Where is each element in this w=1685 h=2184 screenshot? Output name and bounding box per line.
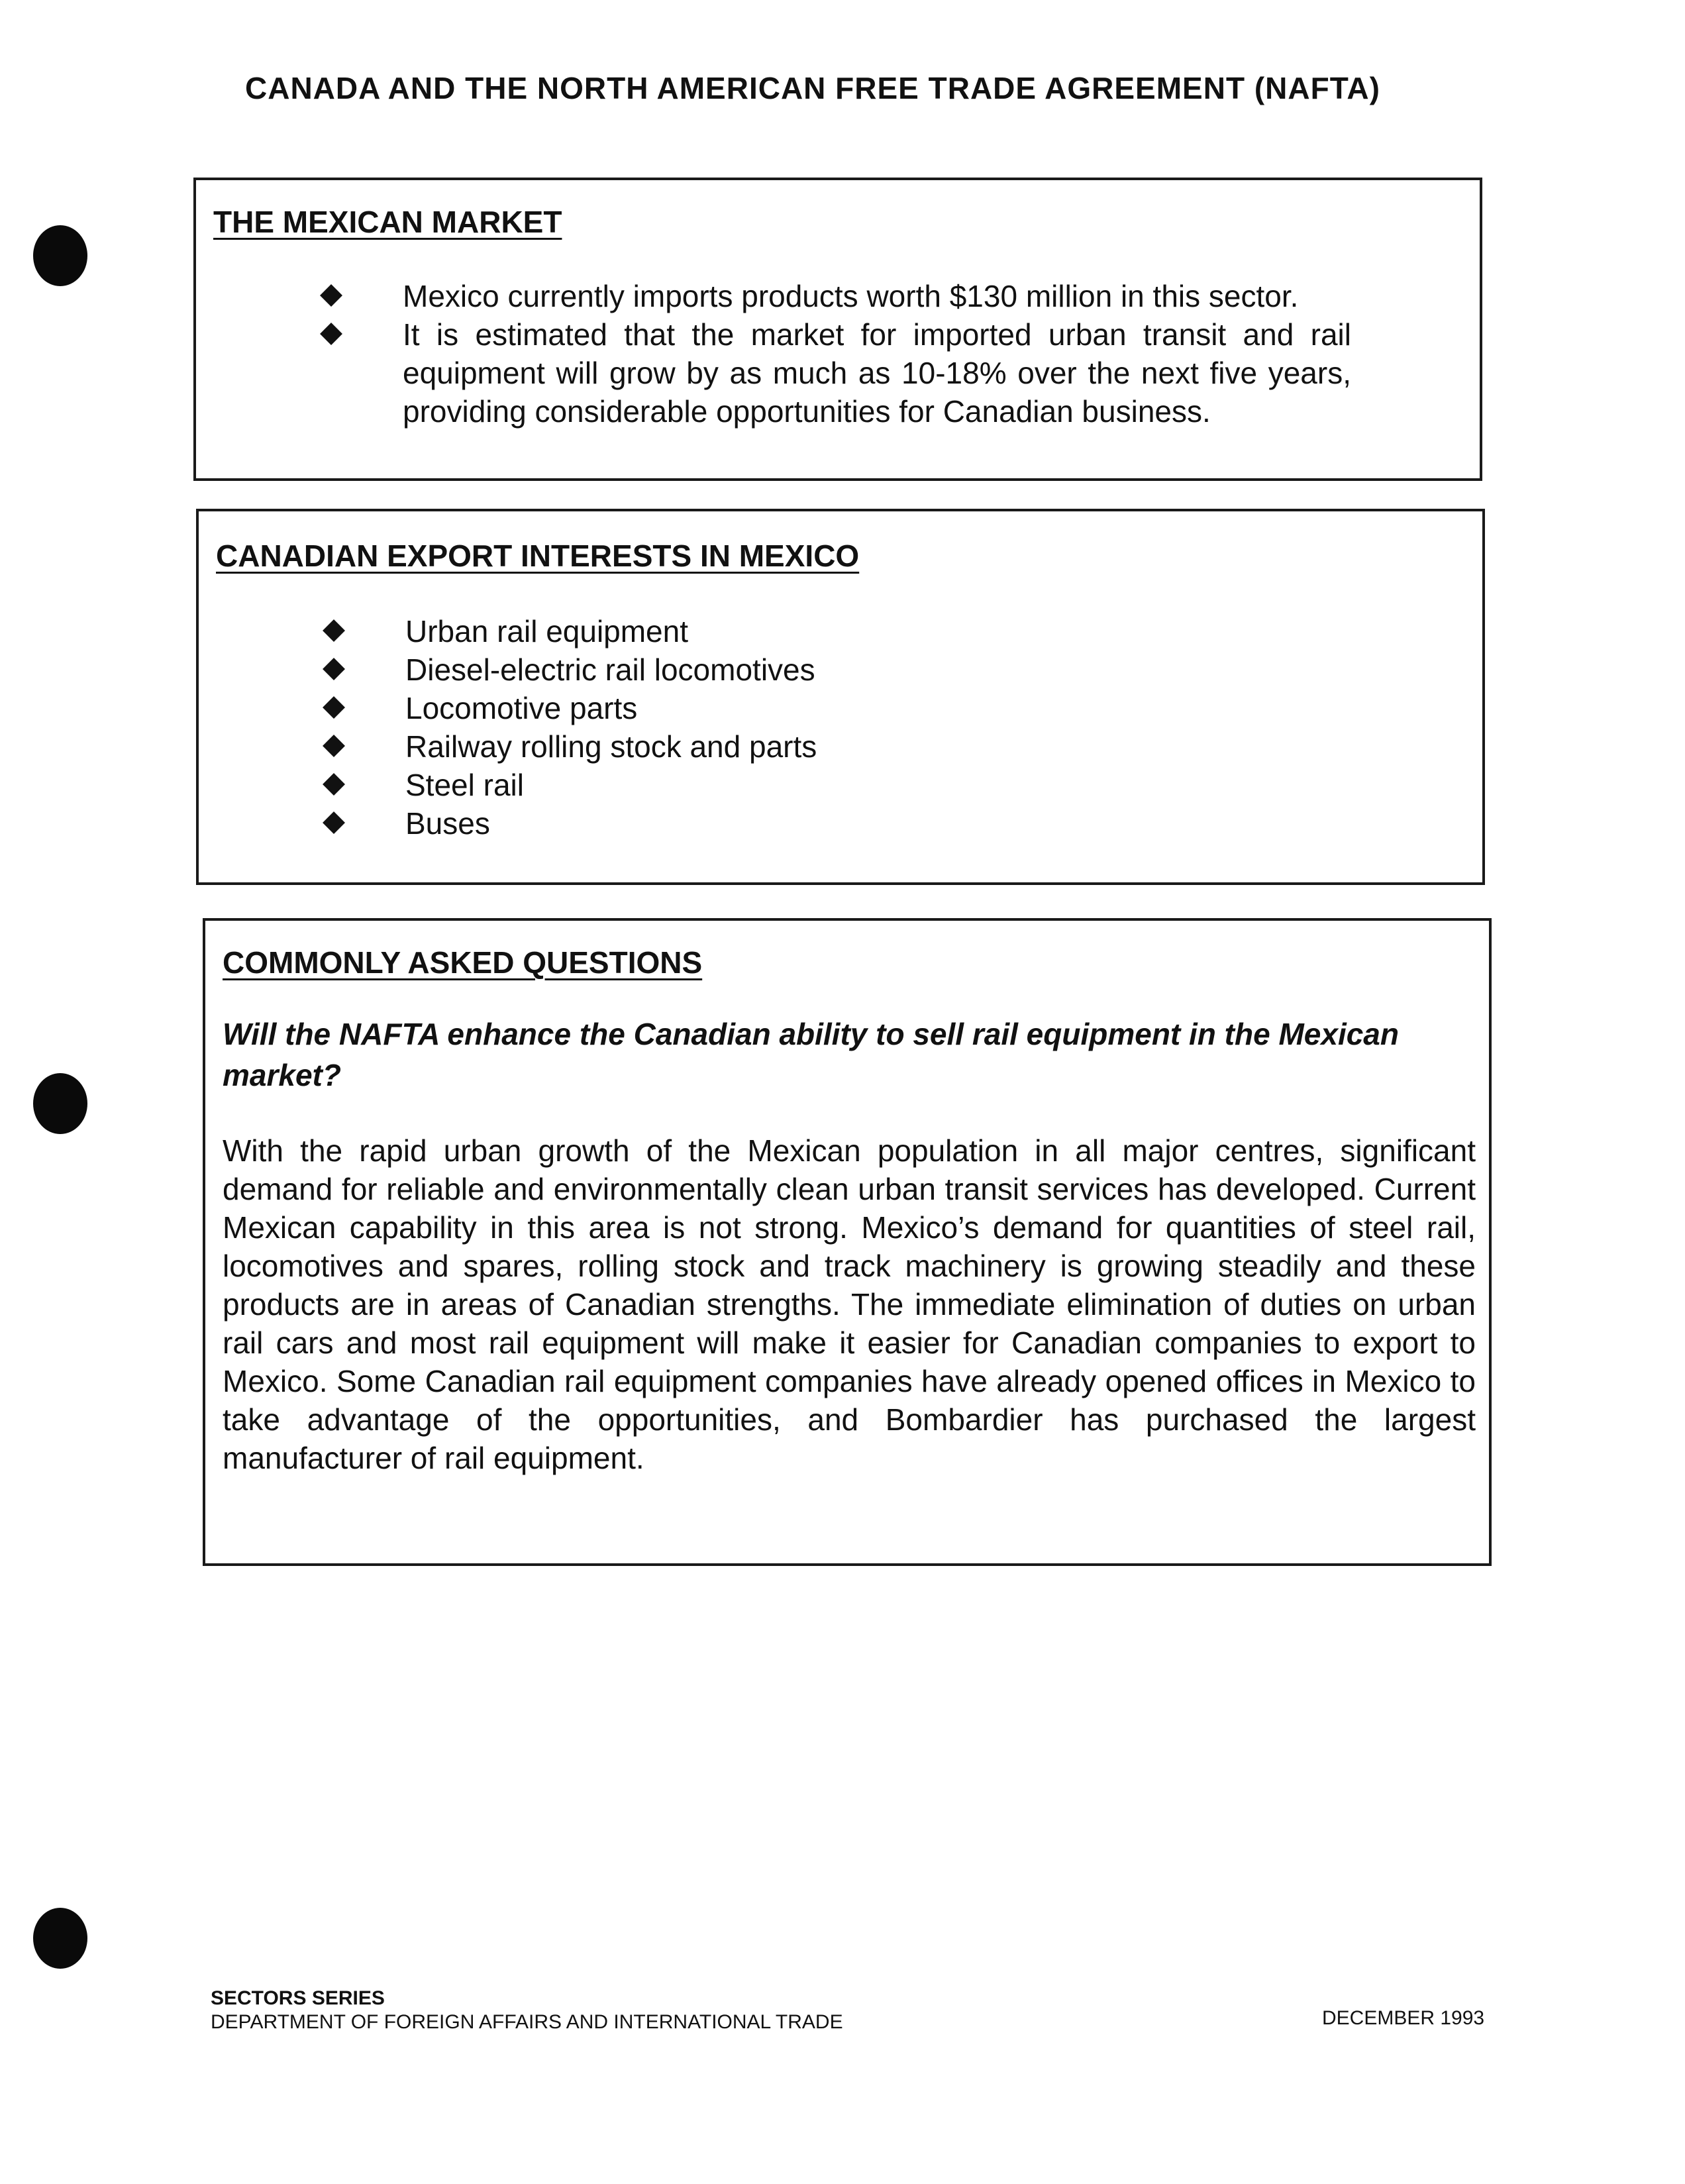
list-item-text: Railway rolling stock and parts: [405, 729, 817, 764]
list-item-text: Urban rail equipment: [405, 614, 689, 649]
diamond-bullet-icon: [323, 619, 345, 642]
mexican-market-box: [193, 178, 1482, 481]
faq-answer: With the rapid urban growth of the Mexican population in all major centres, significant demand for reliable and environmentally clean urban transit services has developed. Current Mexican capability in this area is not strong. Mexico’s demand for quantities of steel rail, locomotives and spares, rolling stock and track machinery is growing steadily and these products are in areas of Canadian strengths. The immediate elimination of duties on urban rail cars and most rail equipment will make it easier for Canadian companies to export to Mexico. Some Canadian rail equipment companies have already opened offices in Mexico to take advantage of the opportunities, and Bombardier has purchased the largest manufacturer of rail equipment.: [223, 1133, 1476, 1475]
list-item: [321, 766, 1248, 804]
list-item: [318, 277, 1351, 315]
questions-box: [203, 918, 1492, 1566]
punch-hole-middle: [33, 1073, 87, 1134]
footer-date: DECEMBER 1993: [1322, 2007, 1485, 2029]
list-item-text: Steel rail: [405, 768, 524, 802]
list-item-text: Diesel-electric rail locomotives: [405, 652, 815, 687]
punch-hole-top: [33, 225, 87, 286]
list-item-text: Locomotive parts: [405, 691, 638, 725]
diamond-bullet-icon: [320, 323, 342, 345]
questions-heading: COMMONLY ASKED QUESTIONS: [223, 945, 703, 980]
export-interests-box: [196, 509, 1485, 885]
list-item: [321, 612, 1248, 650]
mexican-market-heading: THE MEXICAN MARKET: [213, 205, 562, 239]
list-item: [318, 315, 1351, 431]
punch-hole-bottom: [33, 1908, 87, 1969]
footer-department: DEPARTMENT OF FOREIGN AFFAIRS AND INTERNATIONAL TRADE: [211, 2011, 843, 2033]
list-item-text: Buses: [405, 806, 490, 841]
export-interests-list: [321, 612, 1248, 843]
list-item: [321, 689, 1248, 727]
list-item: [321, 727, 1248, 766]
diamond-bullet-icon: [323, 658, 345, 680]
list-item-text: Mexico currently imports products worth $130 million in this sector.: [403, 279, 1299, 313]
diamond-bullet-icon: [323, 773, 345, 796]
diamond-bullet-icon: [323, 735, 345, 757]
list-item-text: It is estimated that the market for imported urban transit and rail equipment will grow by as much as 10-18% over the next five years, providing considerable opportunities for Canadian business.: [403, 317, 1351, 429]
list-item: [321, 804, 1248, 843]
faq-question: Will the NAFTA enhance the Canadian ability to sell rail equipment in the Mexican market?: [223, 1017, 1399, 1092]
list-item: [321, 650, 1248, 689]
document-title: CANADA AND THE NORTH AMERICAN FREE TRADE AGREEMENT (NAFTA): [245, 71, 1380, 105]
mexican-market-list: [318, 277, 1351, 431]
footer-series: SECTORS SERIES: [211, 1987, 385, 2009]
export-interests-heading: CANADIAN EXPORT INTERESTS IN MEXICO: [216, 539, 860, 573]
diamond-bullet-icon: [323, 696, 345, 719]
diamond-bullet-icon: [323, 811, 345, 834]
diamond-bullet-icon: [320, 284, 342, 307]
